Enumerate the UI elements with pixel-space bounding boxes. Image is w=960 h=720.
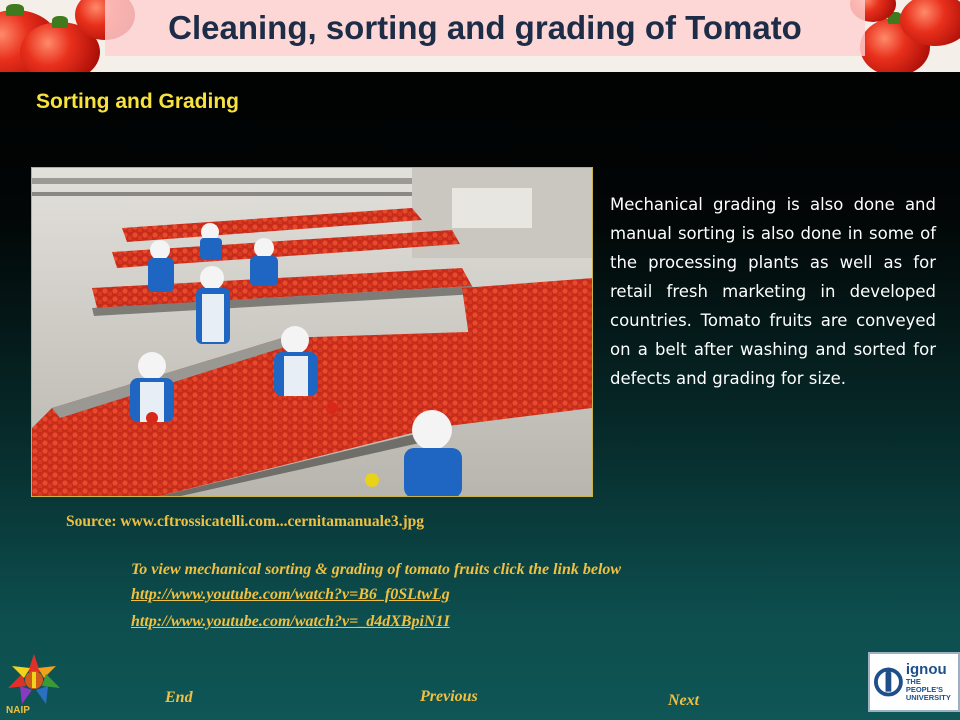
ignou-name: ignou bbox=[905, 661, 947, 679]
image-source: Source: www.cftrossicatelli.com...cernitamanuale3.jpg bbox=[66, 513, 425, 530]
title-box bbox=[105, 0, 865, 56]
naip-label: NAIP bbox=[6, 705, 30, 716]
link-intro-text: To view mechanical sorting & grading of tomato fruits click the link below bbox=[131, 561, 622, 578]
ignou-logo bbox=[868, 652, 960, 712]
section-heading: Sorting and Grading bbox=[36, 90, 239, 113]
end-button[interactable]: End bbox=[165, 689, 193, 706]
header-banner bbox=[0, 0, 960, 72]
sorting-line-photo bbox=[31, 167, 593, 497]
youtube-link-1[interactable]: http://www.youtube.com/watch?v=B6_f0SLtwLg bbox=[131, 586, 450, 603]
page-title: Cleaning, sorting and grading of Tomato bbox=[168, 9, 802, 46]
ignou-tagline-2: UNIVERSITY bbox=[905, 693, 951, 703]
previous-button[interactable]: Previous bbox=[420, 688, 478, 705]
ignou-tagline-1: THE PEOPLE'S bbox=[905, 677, 944, 694]
ignou-emblem-icon bbox=[874, 662, 903, 702]
next-button[interactable]: Next bbox=[668, 692, 700, 709]
youtube-link-2[interactable]: http://www.youtube.com/watch?v=_d4dXBpiN1I bbox=[131, 613, 450, 630]
description-paragraph: Mechanical grading is also done and manual sorting is also done in some of the processing plants as well as for retail fresh marketing in developed countries. Tomato fruits are conveyed on a belt after washing and sorted for defects and grading for size. bbox=[610, 195, 936, 388]
